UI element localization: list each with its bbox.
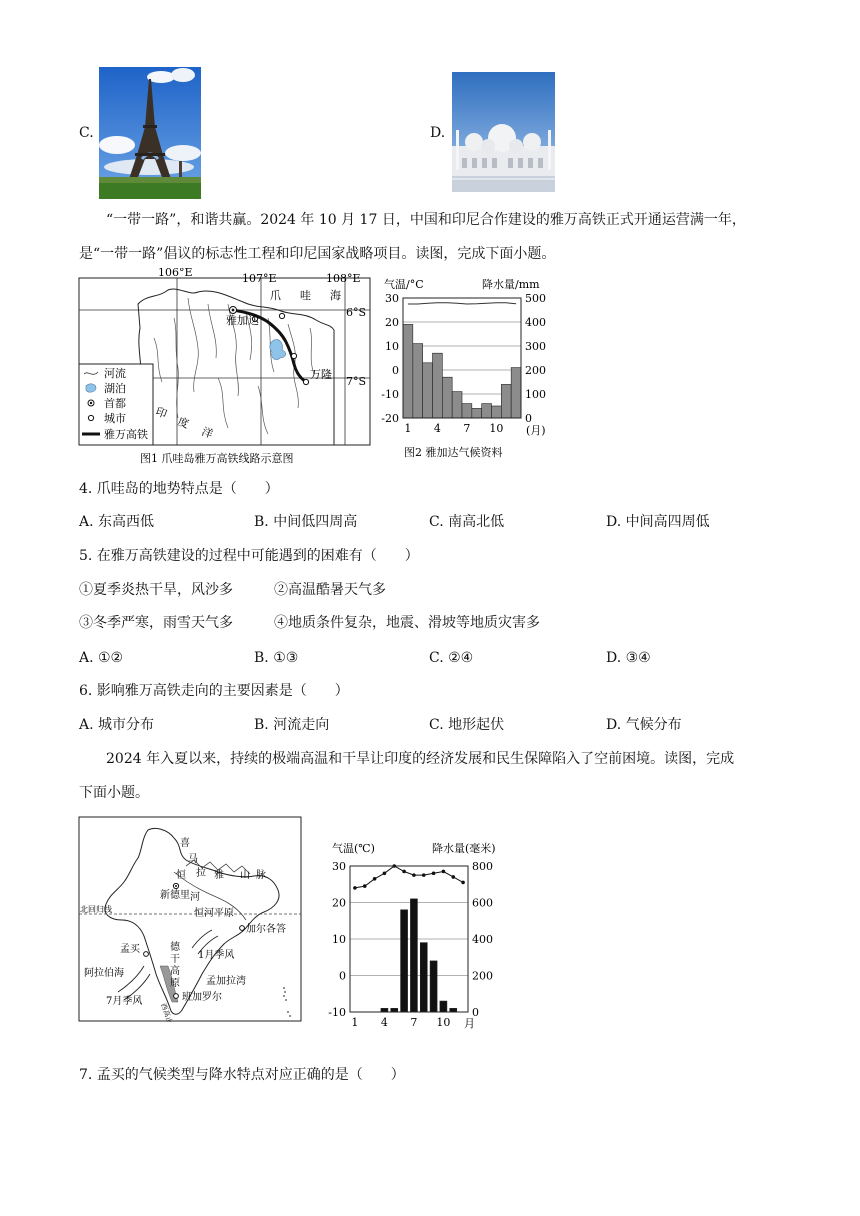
q5-option-d[interactable]: D. ③④ (606, 650, 651, 666)
fig4-precip-bar (420, 943, 427, 1012)
fig2-precip-bar (501, 384, 511, 418)
himalaya-char-5: 山 (240, 870, 250, 881)
fig2-right-tick: 100 (525, 388, 546, 401)
q7-stem: 7. 孟买的气候类型与降水特点对应正确的是（ ） (79, 1067, 405, 1083)
fig2-precip-bar (472, 408, 482, 418)
legend-capital: 首都 (104, 397, 126, 410)
deccan-char-3: 高 (170, 966, 180, 977)
lon-108-label: 108°E (326, 272, 361, 285)
passage1-line2: 是“一带一路”倡议的标志性工程和印尼国家战略项目。读图，完成下面小题。 (79, 246, 556, 262)
legend-river: 河流 (104, 367, 126, 380)
java-sea-char-2: 哇 (300, 289, 311, 302)
kolkata-label: 加尔各答 (246, 924, 286, 935)
fig4-right-tick: 400 (472, 933, 493, 946)
fig2-x-tick: 7 (463, 422, 471, 435)
fig4-temperature-point (402, 870, 406, 874)
ganges-char-1: 恒 (176, 870, 186, 881)
fig2-precip-bar (413, 344, 423, 418)
fig4-precip-bar (401, 910, 408, 1012)
fig4-right-tick: 600 (472, 896, 493, 910)
q5-item-3: ③冬季严寒，雨雪天气多 (79, 615, 233, 631)
deccan-char-4: 原 (170, 978, 180, 989)
q5-option-c[interactable]: C. ②④ (429, 650, 474, 666)
fig2-caption: 图2 雅加达气候资料 (404, 446, 503, 459)
q4-option-a[interactable]: A. 东高西低 (79, 514, 155, 530)
fig4-temperature-point (461, 881, 465, 885)
passage2-line1: 2024 年入夏以来，持续的极端高温和干旱让印度的经济发展和民生保障陷入了空前困境。读图，完成 (106, 751, 735, 767)
fig2-left-tick: -10 (381, 388, 399, 401)
mumbai-label: 孟买 (120, 944, 140, 955)
western-ghats-label: 西高止山脉 (159, 1002, 179, 1022)
jakarta-climate-chart (378, 274, 558, 464)
fig4-precip-bar (450, 1008, 457, 1012)
fig4-left-tick: 0 (339, 969, 346, 983)
fig2-left-tick: 30 (385, 292, 399, 305)
fig2-right-tick: 500 (525, 292, 546, 305)
fig2-x-unit: (月) (526, 424, 546, 437)
legend-railway: 雅万高铁 (104, 428, 148, 441)
fig1-caption: 图1 爪哇岛雅万高铁线路示意图 (140, 452, 294, 465)
fig2-left-tick: 20 (385, 316, 399, 329)
java-sea-char-1: 爪 (270, 289, 281, 302)
lon-106-label: 106°E (158, 268, 193, 279)
java-sea-char-3: 海 (330, 289, 341, 302)
fig2-x-tick: 1 (404, 422, 412, 435)
india-map (78, 816, 302, 1022)
fig4-temperature-point (373, 877, 377, 881)
q4-stem: 4. 爪哇岛的地势特点是（ ） (79, 481, 279, 497)
java-railway-map (78, 268, 372, 468)
legend-lake: 湖泊 (104, 382, 126, 395)
himalaya-char-4: 雅 (214, 870, 224, 881)
indian-ocean-char-3: 洋 (199, 424, 215, 441)
himalaya-char-1: 喜 (180, 838, 190, 849)
fig4-temperature-line (355, 866, 463, 888)
fig4-x-tick: 4 (380, 1016, 388, 1029)
q5-stem: 5. 在雅万高铁建设的过程中可能遇到的困难有（ ） (79, 548, 419, 564)
fig4-temperature-point (383, 872, 387, 876)
fig4-temperature-point (422, 873, 426, 877)
new-delhi-label: 新德里 (160, 890, 190, 901)
bandung-label: 万隆 (310, 368, 332, 381)
q6-option-b[interactable]: B. 河流走向 (254, 717, 330, 733)
mumbai-climate-chart (326, 838, 518, 1032)
q4-option-b[interactable]: B. 中间低四周高 (254, 514, 358, 530)
q5-option-b[interactable]: B. ①③ (254, 650, 299, 666)
fig4-left-tick: 10 (332, 933, 346, 946)
legend-city: 城市 (104, 412, 126, 425)
fig2-x-tick: 10 (489, 422, 504, 435)
bangalore-label: 班加罗尔 (182, 992, 222, 1003)
fig2-left-tick: -20 (381, 412, 399, 425)
fig4-left-tick: -10 (328, 1006, 346, 1019)
q5-item-2: ②高温酷暑天气多 (274, 582, 386, 598)
fig2-precip-bar (462, 404, 472, 418)
fig4-temperature-point (432, 872, 436, 876)
fig2-left-axis-label: 气温/°C (384, 278, 424, 291)
fig4-temperature-point (412, 873, 416, 877)
fig4-temperature-point (442, 870, 446, 874)
fig4-x-tick: 1 (351, 1016, 359, 1029)
q4-option-c[interactable]: C. 南高北低 (429, 514, 505, 530)
fig4-x-tick: 10 (436, 1016, 451, 1029)
fig2-right-tick: 400 (525, 316, 546, 329)
lat-6-label: 6°S (346, 306, 367, 319)
fig2-precip-bar (452, 392, 462, 418)
himalaya-char-2: 马 (188, 854, 198, 865)
indian-ocean-char-2: 度 (175, 414, 191, 431)
option-d-label: D. (430, 125, 446, 141)
fig2-x-tick: 4 (433, 422, 441, 435)
fig4-right-axis-label: 降水量(毫米) (432, 842, 496, 855)
fig4-right-tick: 800 (472, 860, 493, 873)
bay-of-bengal-label: 孟加拉湾 (206, 976, 246, 987)
fig4-temperature-point (451, 875, 455, 879)
q6-option-d[interactable]: D. 气候分布 (606, 717, 682, 733)
fig2-precip-bar (511, 368, 521, 418)
fig4-left-tick: 20 (332, 896, 346, 910)
fig2-precip-bar (482, 404, 492, 418)
fig4-left-tick: 30 (332, 860, 346, 873)
fig4-precip-bar (440, 1001, 447, 1012)
passage2-line2: 下面小题。 (79, 785, 149, 801)
q5-item-4: ④地质条件复杂，地震、滑坡等地质灾害多 (274, 615, 540, 631)
fig2-precip-bar (442, 377, 452, 418)
jan-monsoon-label: 1月季风 (198, 950, 235, 961)
q5-item-1: ①夏季炎热干旱，风沙多 (79, 582, 233, 598)
ganges-char-2: 河 (190, 892, 200, 903)
q5-option-a[interactable]: A. ①② (79, 650, 124, 666)
fig4-precip-bar (410, 899, 417, 1012)
jakarta-label: 雅加达 (226, 314, 259, 327)
fig4-right-tick: 0 (472, 1006, 479, 1019)
q4-option-d[interactable]: D. 中间高四周低 (606, 514, 710, 530)
fig4-temperature-point (363, 884, 367, 888)
fig2-precip-bar (423, 363, 433, 418)
fig2-right-tick: 200 (525, 364, 546, 377)
himalaya-char-3: 拉 (196, 868, 206, 879)
fig2-left-tick: 10 (385, 340, 399, 353)
deccan-char-1: 德 (170, 942, 180, 953)
fig2-temperature-line (408, 303, 516, 304)
fig4-x-tick: 7 (410, 1016, 418, 1029)
fig2-precip-bar (403, 324, 413, 418)
q6-option-a[interactable]: A. 城市分布 (79, 717, 155, 733)
fig2-right-tick: 300 (525, 340, 546, 353)
fig4-precip-bar (430, 961, 437, 1012)
ganges-plain-label: 恒河平原 (194, 908, 234, 919)
deccan-char-2: 干 (170, 954, 180, 965)
indian-ocean-char-1: 印 (153, 404, 169, 421)
himalaya-char-6: 脉 (256, 870, 266, 881)
q6-stem: 6. 影响雅万高铁走向的主要因素是（ ） (79, 683, 349, 699)
fig4-precip-bar (381, 1008, 388, 1012)
fig2-precip-bar (492, 406, 502, 418)
passage1-line1: “一带一路”，和谐共赢。2024 年 10 月 17 日，中国和印尼合作建设的雅万高铁正式开通运营满一年， (106, 212, 746, 228)
eiffel-tower-photo (99, 67, 201, 199)
lat-7-label: 7°S (346, 375, 367, 388)
lon-107-label: 107°E (242, 272, 277, 285)
fig4-right-tick: 200 (472, 969, 493, 983)
jul-monsoon-label: 7月季风 (106, 996, 143, 1007)
arabian-sea-label: 阿拉伯海 (84, 968, 124, 979)
fig4-precip-bar (391, 1008, 398, 1012)
mosque-photo (452, 72, 555, 192)
option-c-label: C. (79, 125, 94, 141)
tropic-label: 北回归线 (80, 905, 112, 914)
fig2-right-tick: 0 (525, 412, 532, 425)
q6-option-c[interactable]: C. 地形起伏 (429, 717, 505, 733)
fig4-left-axis-label: 气温(℃) (332, 842, 375, 855)
fig4-temperature-point (353, 886, 357, 890)
fig2-right-axis-label: 降水量/mm (482, 278, 540, 291)
fig2-left-tick: 0 (392, 364, 399, 377)
fig2-precip-bar (433, 353, 443, 418)
fig4-x-unit: 月 (464, 1017, 475, 1030)
